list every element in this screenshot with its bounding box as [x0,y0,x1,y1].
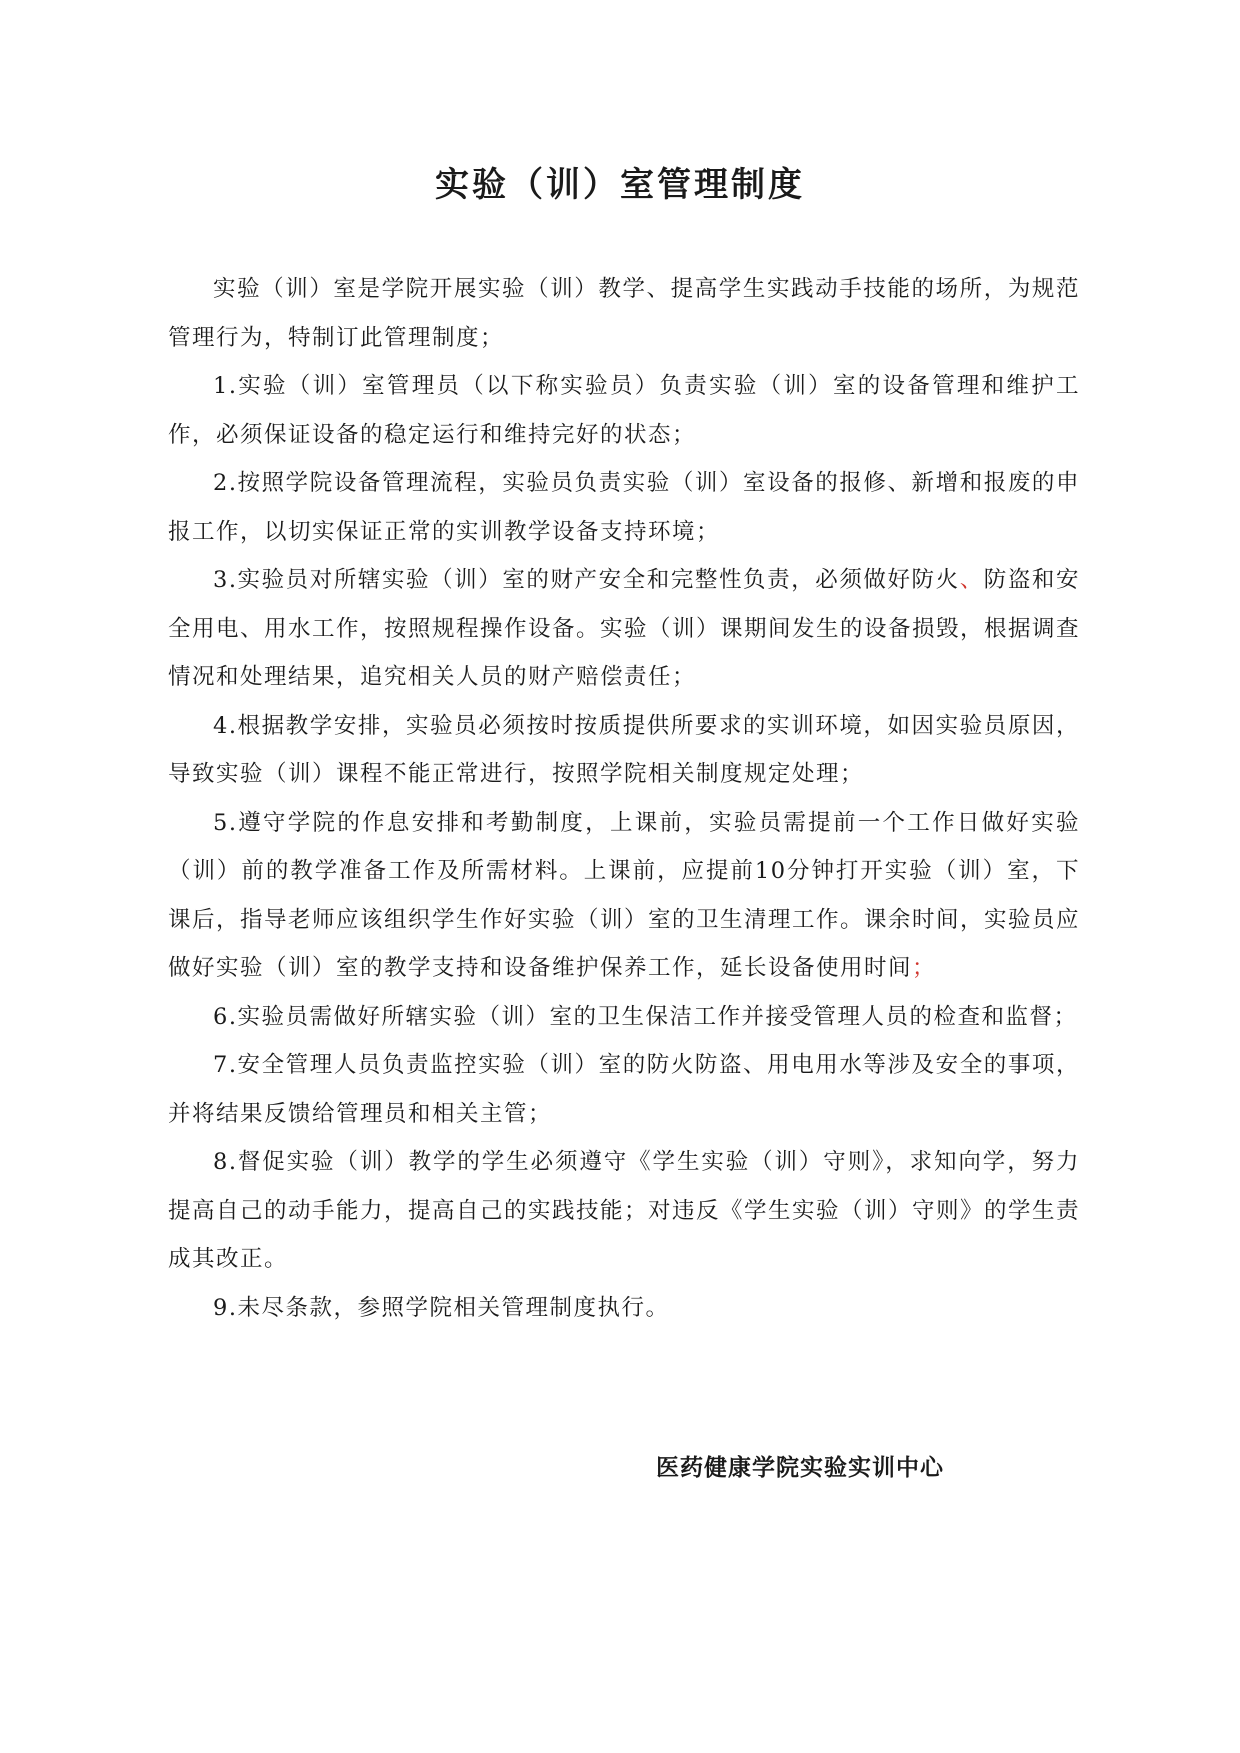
document-title: 实验（训）室管理制度 [435,165,805,205]
document-body [168,265,1080,1332]
rule-6: 6.实验员需做好所辖实验（训）室的卫生保洁工作并接受管理人员的检查和监督； [213,1003,1078,1030]
signature-organization: 医药健康学院实验实训中心 [656,1454,944,1481]
rule-9: 9.未尽条款，参照学院相关管理制度执行。 [213,1294,670,1321]
rule-8: 8.督促实验（训）教学的学生必须遵守《学生实验（训）守则》，求知向学，努力提高自己的动手能力，提高自己的实践技能；对违反《学生实验（训）守则》的学生责成其改正。 [168,1149,1081,1272]
rule-3-part-b: 防盗和安全用电、用水工作，按照规程操作设备。实验（训）课期间发生的设备损毁，根据调查情况和处理结果，追究相关人员的财产赔偿责任； [168,567,1081,690]
rule-1: 1.实验（训）室管理员（以下称实验员）负责实验（训）室的设备管理和维护工作，必须保证设备的稳定运行和维持完好的状态； [168,373,1080,448]
rule-5-red-mark: ； [912,955,937,981]
rule-4: 4.根据教学安排，实验员必须按时按质提供所要求的实训环境，如因实验员原因，导致实验（训）课程不能正常进行，按照学院相关制度规定处理； [168,712,1080,787]
intro-paragraph: 实验（训）室是学院开展实验（训）教学、提高学生实践动手技能的场所，为规范管理行为，特制订此管理制度； [168,276,1080,351]
rule-5 [168,799,1080,993]
rule-3-part-a: 3.实验员对所辖实验（训）室的财产安全和完整性负责，必须做好防火 [213,567,960,593]
rule-3-red-mark: 、 [959,567,984,593]
rule-3 [168,556,1080,702]
rule-5-part-a: 5.遵守学院的作息安排和考勤制度，上课前，实验员需提前一个工作日做好实验（训）前的教学准备工作及所需材料。上课前，应提前10分钟打开实验（训）室，下课后，指导老师应该组织学生作好实验（训）室的卫生清理工作。课余时间，实验员应做好实验（训）室的教学支持和设备维护保养工作，延长设备使用时间 [168,809,1081,981]
rule-2: 2.按照学院设备管理流程，实验员负责实验（训）室设备的报修、新增和报废的申报工作，以切实保证正常的实训教学设备支持环境； [168,470,1080,545]
rule-7: 7.安全管理人员负责监控实验（训）室的防火防盗、用电用水等涉及安全的事项，并将结果反馈给管理员和相关主管； [168,1052,1080,1127]
